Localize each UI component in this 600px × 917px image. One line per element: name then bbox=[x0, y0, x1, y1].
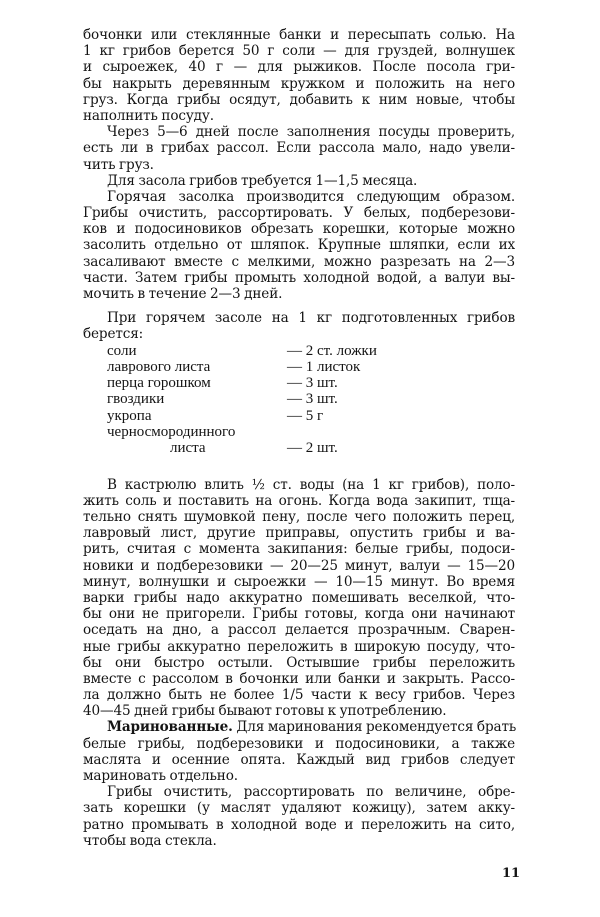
text-line: Грибы очистить, рассортировать по величине, обре- bbox=[107, 784, 515, 801]
ingredient-name: черносмородинного bbox=[107, 424, 236, 441]
paragraph-check-brine bbox=[83, 124, 515, 173]
text-line: ла должно быть не более 1/5 части к весу грибов. Через bbox=[83, 687, 515, 704]
text-line: рить, считая с момента закипания: белые грибы, подоси- bbox=[83, 541, 515, 558]
text-line: тельно снять шумовкой пену, после чего положить перец, bbox=[83, 509, 515, 526]
ingredients-table bbox=[83, 343, 515, 457]
text-line: При горячем засоле на 1 кг подготовленных грибов bbox=[107, 310, 515, 327]
paragraph-ingredients-intro bbox=[83, 310, 515, 342]
ingredient-amount: — 2 шт. bbox=[287, 440, 338, 457]
text-line: оседать на дно, а рассол делается прозрачным. Сварен- bbox=[83, 622, 515, 639]
ingredient-amount: — 3 шт. bbox=[287, 375, 338, 392]
ingredient-row bbox=[83, 408, 515, 424]
text-line: бы они быстро остыли. Остывшие грибы переложить bbox=[83, 654, 515, 671]
ingredient-amount: — 1 листок bbox=[287, 358, 361, 375]
text-line: груз. Когда грибы осядут, добавить к ним новые, чтобы bbox=[83, 91, 515, 108]
text-line: маслята и осенние опята. Каждый вид грибов следует bbox=[83, 751, 515, 768]
paragraph-marinated bbox=[83, 719, 515, 784]
text-line: чить груз. bbox=[83, 156, 154, 173]
text-line: наполнить посуду. bbox=[83, 107, 214, 124]
text-line: В кастрюлю влить ½ ст. воды (на 1 кг грибов), поло- bbox=[107, 476, 515, 493]
ingredient-amount: — 2 ст. ложки bbox=[287, 342, 377, 359]
text-line: лавровый лист, другие приправы, опустить грибы и ва- bbox=[83, 525, 515, 542]
text-line: зать корешки (у маслят удаляют кожицу), затем акку- bbox=[83, 800, 515, 817]
text-line: мочить в течение 2—3 дней. bbox=[83, 286, 283, 302]
ingredient-name: гвоздики bbox=[107, 391, 165, 408]
book-page-body bbox=[83, 27, 515, 849]
text-line bbox=[83, 719, 515, 735]
text-line: варки грибы надо аккуратно помешивать веселкой, что- bbox=[83, 589, 515, 606]
text-line: минут, волнушки и сыроежки — 10—15 минут. Во время bbox=[83, 573, 515, 590]
ingredient-name: укропа bbox=[107, 407, 152, 424]
text-line: бочонки или стеклянные банки и пересыпать солью. На bbox=[83, 27, 515, 43]
text-line: Грибы очистить, рассортировать. У белых, подберезови- bbox=[83, 205, 515, 222]
text-line: есть ли в грибах рассол. Если рассола мало, надо увели- bbox=[83, 140, 515, 157]
page-number: 11 bbox=[502, 866, 521, 881]
text-line: 1 кг грибов берется 50 г соли — для груздей, волнушек bbox=[83, 43, 515, 60]
text-line: ков и подосиновиков обрезать корешки, которые можно bbox=[83, 221, 515, 238]
text-line: бы накрыть деревянным кружком и положить на него bbox=[83, 75, 515, 92]
ingredient-name: соли bbox=[107, 342, 137, 359]
text-line: мариновать отдельно. bbox=[83, 768, 238, 785]
text-line: белые грибы, подберезовики и подосиновики, а также bbox=[83, 735, 515, 752]
text-line: новики и подберезовики — 20—25 минут, валуи — 15—20 bbox=[83, 557, 515, 574]
paragraph-marinate-prep bbox=[83, 784, 515, 849]
paragraph-salting-continuation bbox=[83, 27, 515, 124]
ingredient-name: листа bbox=[170, 440, 206, 457]
text-line: ные грибы аккуратно переложить в широкую посуду, что- bbox=[83, 638, 515, 655]
text-line: части. Затем грибы промыть холодной водой, а валуи вы- bbox=[83, 269, 515, 286]
ingredient-row bbox=[83, 359, 515, 375]
text-line: и сыроежек, 40 г — для рыжиков. После посола гри- bbox=[83, 59, 515, 76]
text-line: бы они не пригорели. Грибы готовы, когда они начинают bbox=[83, 606, 515, 623]
ingredient-name: лаврового листа bbox=[107, 358, 211, 375]
text-line: жить соль и поставить на огонь. Когда вода закипит, тща- bbox=[83, 492, 515, 509]
text-line: вместе с рассолом в бочонки или банки и закрыть. Рассо- bbox=[83, 670, 515, 687]
ingredient-row bbox=[83, 391, 515, 407]
paragraph-cooking-instructions bbox=[83, 477, 515, 720]
text-line: ратно промывать в холодной воде и переложить на сито, bbox=[83, 816, 515, 833]
text-line: засолить отдельно от шляпок. Крупные шляпки, если их bbox=[83, 237, 515, 254]
ingredient-row bbox=[83, 375, 515, 391]
ingredient-amount: — 5 г bbox=[287, 407, 324, 424]
text-line: берется: bbox=[83, 326, 144, 343]
paragraph-salting-duration bbox=[83, 173, 515, 189]
ingredient-row bbox=[83, 440, 515, 456]
text-line: Через 5—6 дней после заполнения посуды проверить, bbox=[107, 124, 515, 141]
ingredient-name: перца горошком bbox=[107, 375, 211, 392]
ingredient-amount: — 3 шт. bbox=[287, 391, 338, 408]
text-line: Горячая засолка производится следующим образом. bbox=[107, 188, 515, 205]
text-run: Для маринования рекомендуется брать bbox=[232, 719, 517, 736]
paragraph-hot-salting bbox=[83, 189, 515, 302]
ingredient-row bbox=[83, 424, 515, 440]
text-line: Для засола грибов требуется 1—1,5 месяца. bbox=[107, 172, 418, 189]
text-line: 40—45 дней грибы бывают готовы к употреблению. bbox=[83, 703, 447, 720]
ingredient-row bbox=[83, 343, 515, 359]
text-line: чтобы вода стекла. bbox=[83, 832, 217, 849]
text-line: засаливают вместе с мелкими, можно разрезать на 2—3 bbox=[83, 253, 515, 270]
section-heading-marinated: Маринованные. bbox=[107, 719, 233, 736]
